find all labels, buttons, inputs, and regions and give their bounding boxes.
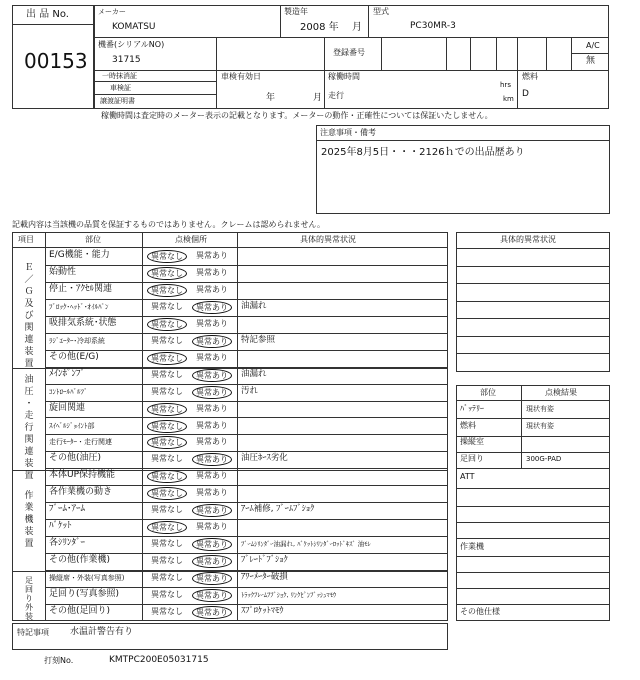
- row-part: 足回り(写真参照): [49, 589, 120, 599]
- row-part: 吸排気系統･状態: [49, 317, 117, 328]
- table-row: [45, 282, 448, 299]
- stamp-label: 打刻No.: [44, 656, 74, 665]
- ac-label: A/C: [586, 41, 600, 50]
- normal-mark[interactable]: 異常なし: [147, 403, 187, 416]
- table-row: [45, 570, 448, 587]
- abnormal-mark[interactable]: 異常あり: [196, 420, 228, 430]
- normal-mark[interactable]: 異常なし: [147, 470, 187, 483]
- row-part: その他(足回り): [49, 605, 111, 616]
- model-label: 型式: [373, 7, 389, 16]
- row-detail: ﾌﾞﾚｰﾄﾞﾌﾞｼｮｸ: [241, 555, 288, 566]
- normal-mark[interactable]: 異常なし: [151, 539, 183, 549]
- row-part: その他(作業機): [49, 555, 111, 566]
- table-row: [45, 367, 448, 384]
- notes-title: 注意事項・備考: [320, 128, 376, 137]
- table-row: [45, 418, 448, 435]
- serial-value: 31715: [112, 55, 141, 65]
- abnormal-mark[interactable]: 異常あり: [196, 437, 228, 447]
- row-part: 各作業機の動き: [49, 487, 113, 498]
- section-undercarriage: 足 回 り 外 装: [25, 576, 33, 621]
- table-row: [45, 333, 448, 350]
- abnormal-mark[interactable]: 異常あり: [192, 335, 232, 348]
- year-label: 製造年: [284, 7, 308, 16]
- temp-cancel-cert: 一時抹消証: [102, 72, 137, 80]
- row-detail: 油漏れ: [241, 300, 267, 311]
- right-detail-header: 具体的異常状況: [500, 235, 556, 244]
- work-equipment-label: 作業機: [460, 542, 484, 551]
- normal-mark[interactable]: 異常なし: [151, 556, 183, 566]
- col-detail: 具体的異常状況: [300, 235, 356, 244]
- table-row: [45, 536, 448, 553]
- normal-mark[interactable]: 異常なし: [151, 301, 183, 311]
- section-work-equipment: 作 業 機 装 置: [24, 491, 34, 549]
- normal-mark[interactable]: 異常なし: [151, 590, 183, 599]
- maker-label: メーカー: [98, 8, 126, 16]
- col-item: 項目: [18, 235, 34, 244]
- quality-disclaimer: 記載内容は当該機の品質を保証するものではありません。クレームは認められません。: [12, 220, 325, 229]
- normal-mark[interactable]: 異常なし: [151, 454, 183, 464]
- normal-mark[interactable]: 異常なし: [147, 352, 187, 365]
- abnormal-mark[interactable]: 異常あり: [192, 606, 232, 619]
- row-part: ﾌﾞｰﾑ･ｱｰﾑ: [49, 504, 86, 515]
- section-engine: Ｅ ／ Ｇ 及 び 関 連 装 置: [24, 263, 34, 369]
- inspection-month: 月: [313, 93, 323, 103]
- result-value: 300G-PAD: [526, 454, 562, 463]
- table-row: [45, 248, 448, 265]
- hours-disclaimer: 稼働時間は査定時のメーター表示の記載となります。メーターの動作・正確性については保証いたしません。: [101, 111, 493, 120]
- row-part: ﾊﾞｹｯﾄ: [49, 521, 72, 532]
- abnormal-mark[interactable]: 異常あり: [196, 522, 228, 532]
- row-part: 停止・ｱｸｾﾙ関連: [49, 283, 113, 294]
- table-row: [45, 553, 448, 570]
- year-value: 2008 年: [300, 22, 339, 33]
- table-row: [45, 401, 448, 418]
- table-row: [45, 519, 448, 536]
- model-value: PC30MR-3: [410, 21, 456, 31]
- fuel-label: 燃料: [522, 72, 538, 81]
- col-part: 部位: [85, 235, 101, 244]
- abnormal-mark[interactable]: 異常あり: [196, 284, 228, 294]
- row-detail: ｱｰﾑ補修, ﾌﾞｰﾑﾌﾞｼｮｸ: [241, 504, 315, 515]
- abnormal-mark[interactable]: 異常あり: [192, 504, 232, 517]
- abnormal-mark[interactable]: 異常あり: [196, 251, 228, 260]
- abnormal-mark[interactable]: 異常あり: [192, 589, 232, 602]
- row-part: 旋回関連: [49, 402, 86, 413]
- normal-mark[interactable]: 異常なし: [151, 505, 183, 515]
- table-row: [45, 451, 448, 468]
- section-hydraulic: 油 圧 ・ 走 行 関 連 装 置: [24, 375, 34, 481]
- normal-mark[interactable]: 異常なし: [151, 573, 183, 583]
- normal-mark[interactable]: 異常なし: [147, 267, 187, 280]
- results-box: [456, 385, 610, 621]
- result-part: ﾊﾞｯﾃﾘｰ: [460, 404, 484, 413]
- normal-mark[interactable]: 異常なし: [147, 420, 187, 433]
- special-notes-label: 特記事項: [17, 628, 49, 637]
- mileage-label: 走行: [328, 91, 344, 100]
- col-check: 点検個所: [175, 235, 207, 244]
- abnormal-mark[interactable]: 異常あり: [196, 318, 228, 328]
- abnormal-mark[interactable]: 異常あり: [196, 471, 228, 481]
- table-row: [45, 316, 448, 333]
- abnormal-mark[interactable]: 異常あり: [192, 572, 232, 585]
- normal-mark[interactable]: 異常なし: [147, 521, 187, 534]
- result-part: 足回り: [460, 453, 484, 463]
- abnormal-mark[interactable]: 異常あり: [192, 301, 232, 314]
- results-col-result: 点検結果: [545, 388, 577, 397]
- row-part: その他(E/G): [49, 351, 99, 362]
- abnormal-mark[interactable]: 異常あり: [192, 555, 232, 568]
- stamp-number: KMTPC200E05031715: [109, 655, 209, 665]
- row-part: 本体UP保持機能: [49, 470, 116, 481]
- row-detail: ｽﾌﾟﾛｹｯﾄﾏﾓｳ: [241, 605, 284, 616]
- row-part: 操縦席・外装(写真参照): [49, 574, 125, 583]
- row-detail: 特記参照: [241, 334, 276, 345]
- table-row: [45, 502, 448, 519]
- normal-mark[interactable]: 異常なし: [151, 606, 183, 616]
- abnormal-mark[interactable]: 異常あり: [192, 538, 232, 551]
- row-detail: 汚れ: [241, 385, 259, 396]
- table-row: [45, 587, 448, 604]
- normal-mark[interactable]: 異常なし: [147, 250, 187, 263]
- table-row: [45, 604, 448, 621]
- row-part: その他(油圧): [49, 453, 102, 464]
- inspection-year: 年: [266, 93, 276, 103]
- vehicle-cert: 車検証: [110, 84, 131, 92]
- row-part: ﾒｲﾝﾎﾟﾝﾌﾟ: [49, 368, 86, 379]
- table-row: [45, 468, 448, 485]
- table-row: [45, 350, 448, 367]
- row-detail: 油圧ﾎｰｽ劣化: [241, 453, 288, 464]
- table-row: [45, 299, 448, 316]
- notes-box: [316, 125, 610, 214]
- normal-mark[interactable]: 異常なし: [151, 386, 183, 396]
- inspection-label: 車検有効日: [221, 72, 261, 81]
- row-detail: ﾌﾞｰﾑｼﾘﾝﾀﾞｰ油漏れ, ﾊﾞｹｯﾄｼﾘﾝﾀﾞｰﾛｯﾄﾞｷｽﾞ 油ﾓﾚ: [241, 540, 371, 549]
- row-part: ｺﾝﾄﾛｰﾙﾊﾞﾙﾌﾞ: [49, 387, 88, 396]
- hours-label: 稼働時間: [328, 72, 360, 81]
- right-detail-box: [456, 232, 610, 372]
- result-part: 操縦室: [460, 437, 484, 446]
- row-part: ﾌﾞﾛｯｸ･ﾍｯﾄﾞ･ｵｲﾙﾊﾟﾝ: [49, 302, 109, 311]
- row-detail: ｱﾜｰﾒｰﾀｰ破損: [241, 572, 288, 583]
- row-detail: ﾄﾗｯｸﾌﾚｰﾑﾌﾌﾞｼｮｸ, ﾘﾝｸﾋﾟﾝﾌﾞｯｼｭﾏﾓｳ: [241, 591, 337, 599]
- normal-mark[interactable]: 異常なし: [151, 335, 183, 345]
- table-row: [45, 265, 448, 282]
- normal-mark[interactable]: 異常なし: [151, 369, 183, 379]
- maker-value: KOMATSU: [112, 22, 156, 32]
- row-part: ﾗｼﾞｴｰﾀｰ･冷却系統: [49, 336, 105, 345]
- normal-mark[interactable]: 異常なし: [147, 284, 187, 297]
- abnormal-mark[interactable]: 異常あり: [196, 488, 228, 498]
- serial-label: 機番(シリアルNO): [98, 40, 165, 49]
- normal-mark[interactable]: 異常なし: [147, 318, 187, 331]
- month-suffix: 月: [352, 22, 362, 33]
- normal-mark[interactable]: 異常なし: [147, 487, 187, 500]
- fuel-value: D: [522, 89, 529, 99]
- row-part: E/G機能・能力: [49, 250, 110, 260]
- abnormal-mark[interactable]: 異常あり: [196, 267, 228, 277]
- abnormal-mark[interactable]: 異常あり: [192, 453, 232, 466]
- result-value: 現状有姿: [526, 421, 554, 430]
- abnormal-mark[interactable]: 異常あり: [192, 369, 232, 382]
- row-part: 各ｼﾘﾝﾀﾞｰ: [49, 538, 86, 549]
- lot-number-label: 出 品 No.: [26, 9, 69, 20]
- result-value: 現状有姿: [526, 405, 554, 413]
- km-unit: km: [503, 95, 514, 103]
- table-row: [45, 434, 448, 451]
- normal-mark[interactable]: 異常なし: [147, 436, 187, 449]
- row-part: 始動性: [49, 266, 77, 277]
- results-col-part: 部位: [480, 388, 496, 397]
- registration-label: 登録番号: [333, 48, 365, 57]
- hrs-unit: hrs: [500, 81, 511, 89]
- table-row: [45, 485, 448, 502]
- row-part: 走行ﾓｰﾀｰ・走行関連: [49, 438, 112, 447]
- notes-text: 2025年8月5日・・・2126ｈでの出品歴あり: [321, 147, 525, 158]
- ac-value: 無: [586, 56, 596, 66]
- abnormal-mark[interactable]: 異常あり: [192, 386, 232, 399]
- table-row: [45, 384, 448, 401]
- abnormal-mark[interactable]: 異常あり: [196, 352, 228, 362]
- row-part: ｽｲﾍﾞﾙｼﾞｮｲﾝﾄ部: [49, 421, 95, 430]
- lot-number: 00153: [24, 49, 88, 73]
- abnormal-mark[interactable]: 異常あり: [196, 403, 228, 413]
- result-part: 燃料: [460, 420, 476, 430]
- other-spec-label: その他仕様: [460, 607, 500, 616]
- att-label: ATT: [460, 472, 475, 481]
- special-notes-text: 水温計警告有り: [70, 627, 134, 637]
- row-detail: 油漏れ: [241, 368, 267, 379]
- transfer-cert: 譲渡証明書: [100, 97, 135, 105]
